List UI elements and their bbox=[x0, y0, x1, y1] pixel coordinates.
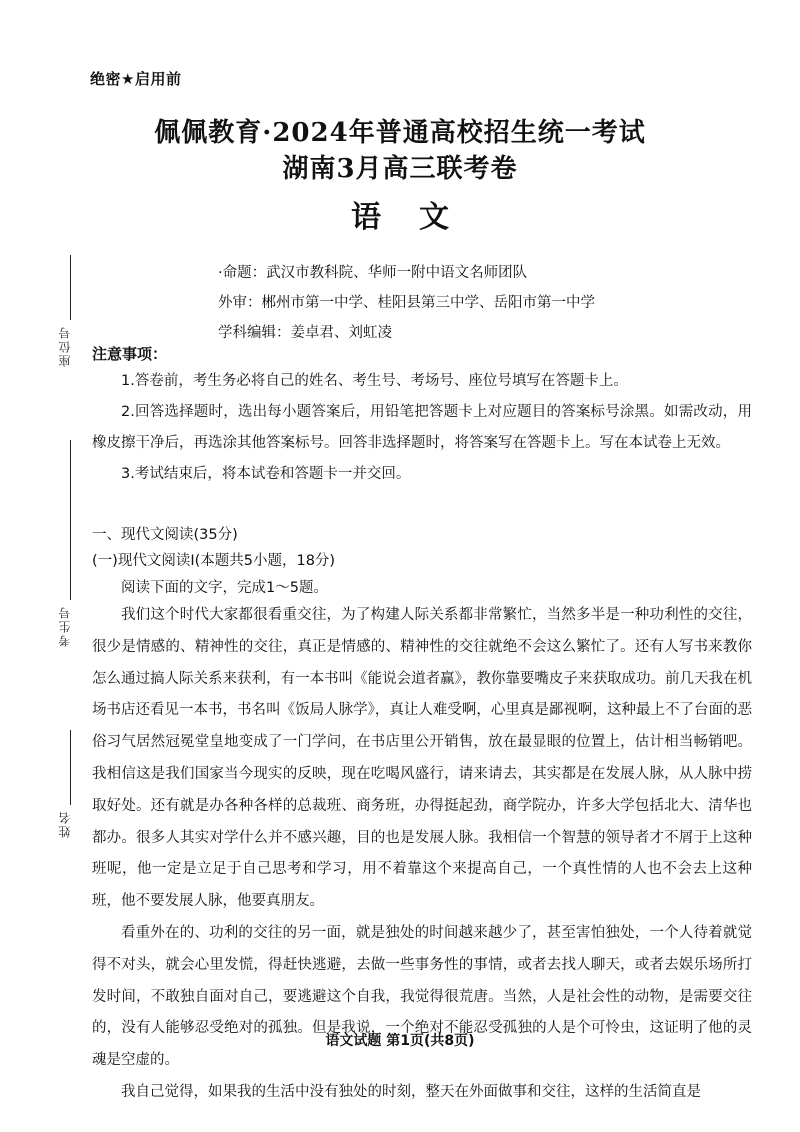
section-title: 一、现代文阅读(35分) bbox=[92, 527, 238, 543]
passage-paragraph: 我们这个时代大家都很看重交往，为了构建人际关系都非常繁忙，当然多半是一种功利性的交往，很少是情感的、精神性的交往，真正是情感的、精神性的交往就绝不会这么繁忙了。还有人写书来教你怎么通过搞人际关系来获利，有一本书叫《能说会道者赢》，教你靠要嘴皮子来获取成功。前几天我在机场书店还看见一本书，书名叫《饭局人脉学》，真让人难受啊，心里真是鄙视啊，这种最上不了台面的恶俗习气居然冠冕堂皇地变成了一门学问，在书店里公开销售，放在最显眼的位置上，估计相当畅销吧。我相信这是我们国家当今现实的反映，现在吃喝风盛行，请来请去，其实都是在发展人脉，从人脉中捞取好处。还有就是办各种各样的总裁班、商务班，办得挺起劲，商学院办，许多大学包括北大、清华也都办。很多人其实对学什么并不感兴趣，目的也是发展人脉。我相信一个智慧的领导者才不屑于上这种班呢，他一定是立足于自己思考和学习，用不着靠这个来提高自己，一个真性情的人也不会去上这种班，他不要发展人脉，他要真朋友。 bbox=[92, 607, 752, 910]
seat-number-label: 座位号 bbox=[58, 325, 72, 367]
confidential-label: 绝密★启用前 bbox=[90, 70, 182, 88]
passage-paragraph: 看重外在的、功利的交往的另一面，就是独处的时间越来越少了，甚至害怕独处，一个人待着就觉得不对头，就会心里发慌，得赶快逃避，去做一些事务性的事情，或者去找人聊天，或者去娱乐场所打发时间，不敢独自面对自己，要逃避这个自我，我觉得很荒唐。当然，人是社会性的动物，是需要交往的，没有人能够忍受绝对的孤独。但是我说，一个绝对不能忍受孤独的人是个可怜虫，这证明了他的灵魂是空虚的。 bbox=[92, 924, 752, 1069]
note-item: 2.回答选择题时，选出每小题答案后，用铅笔把答题卡上对应题目的答案标号涂黑。如需改动，用橡皮擦干净后，再选涂其他答案标号。回答非选择题时，将答案写在答题卡上。写在本试卷上无效。 bbox=[92, 404, 752, 451]
exam-subtitle: 湖南3月高三联考卷 bbox=[282, 154, 518, 184]
exam-number-line bbox=[70, 440, 71, 600]
subject-title: 语文 bbox=[351, 200, 487, 235]
credits-authors: ·命题：武汉市教科院、华师一附中语文名师团队 bbox=[218, 265, 528, 281]
seat-number-line bbox=[70, 255, 71, 320]
exam-number-label: 考生号 bbox=[58, 605, 72, 647]
note-item: 1.答卷前，考生务必将自己的姓名、考生号、考场号、座位号填写在答题卡上。 bbox=[121, 373, 628, 389]
reading-instruction: 阅读下面的文字，完成1～5题。 bbox=[121, 580, 328, 596]
credits-reviewers: 外审：郴州市第一中学、桂阳县第三中学、岳阳市第一中学 bbox=[218, 295, 595, 311]
credits-editors: 学科编辑：姜卓君、刘虹凌 bbox=[218, 325, 392, 341]
exam-title: 佩佩教育·2024年普通高校招生统一考试 bbox=[154, 118, 646, 148]
notes-list bbox=[92, 366, 752, 490]
page-footer: 语文试题 第1页(共8页) bbox=[325, 1033, 475, 1049]
name-line bbox=[70, 730, 71, 805]
note-item: 3.考试结束后，将本试卷和答题卡一并交回。 bbox=[121, 466, 411, 482]
passage-paragraph: 我自己觉得，如果我的生活中没有独处的时刻，整天在外面做事和交往，这样的生活简直是 bbox=[121, 1083, 701, 1100]
credits-block bbox=[218, 258, 595, 348]
subsection-title: (一)现代文阅读Ⅰ(本题共5小题，18分) bbox=[92, 553, 336, 569]
name-label: 姓名 bbox=[58, 810, 72, 838]
notes-title: 注意事项： bbox=[92, 345, 168, 363]
